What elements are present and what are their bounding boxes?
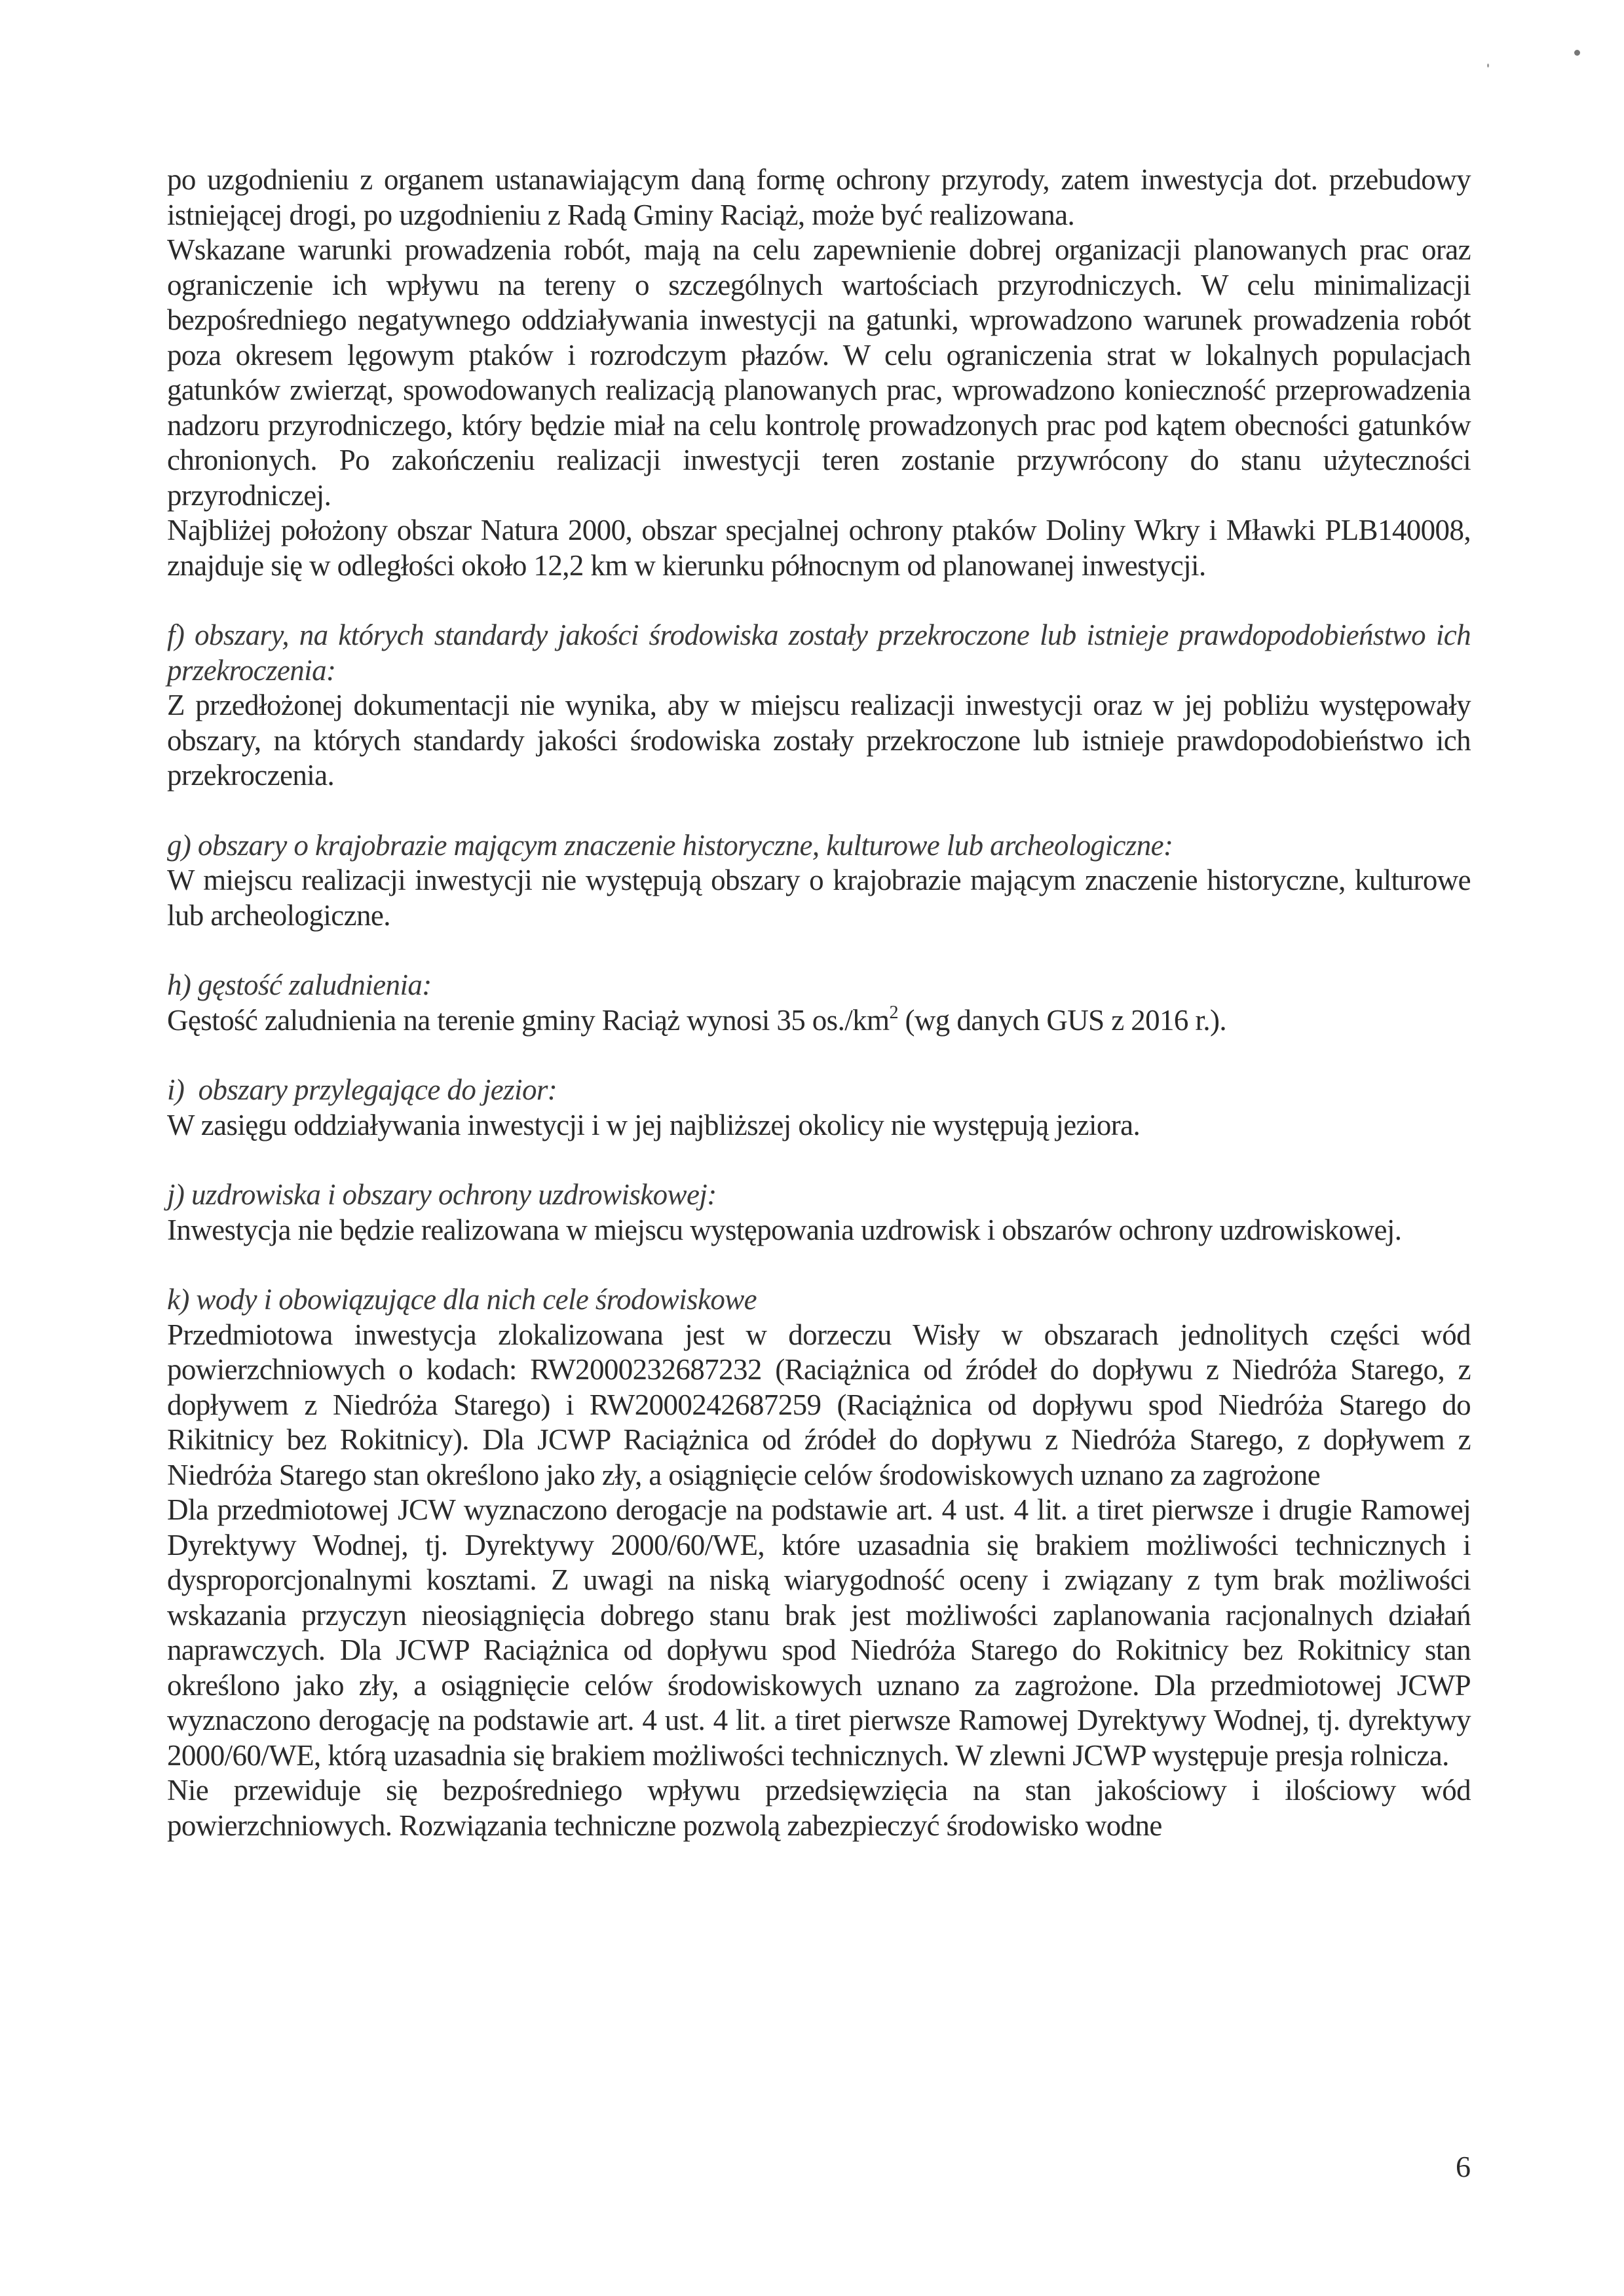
paragraph: Z przedłożonej dokumentacji nie wynika, aby w miejscu realizacji inwestycji oraz w jej pobliżu występowały obszary, na których standardy jakości środowiska zostały przekroczone lub istnieje prawdopodobieństwo ich przekroczenia. [167,689,1471,792]
scan-speck [1574,50,1580,56]
paragraph: Nie przewiduje się bezpośredniego wpływu przedsięwzięcia na stan jakościowy i ilościowy wód powierzchniowych. Rozwiązania techniczne pozwolą zabezpieczyć środowisko wodne [167,1774,1471,1842]
paragraph: W miejscu realizacji inwestycji nie występują obszary o krajobrazie mającym znaczenie historyczne, kulturowe lub archeologiczne. [167,864,1471,932]
paragraph: Najbliżej położony obszar Natura 2000, obszar specjalnej ochrony ptaków Doliny Wkry i Mławki PLB140008, znajduje się w odległości około 12,2 km w kierunku północnym od planowanej inwestycji. [167,514,1471,582]
section-heading-k: k) wody i obowiązujące dla nich cele środowiskowe [167,1283,757,1316]
section-gap [167,1038,1471,1073]
superscript: 2 [889,1002,898,1023]
paragraph: Dla przedmiotowej JCW wyznaczono derogacje na podstawie art. 4 ust. 4 lit. a tiret pierwsze i drugie Ramowej Dyrektywy Wodnej, tj. Dyrektywy 2000/60/WE, które uzasadnia się brakiem możliwości technicznych i dysproporcjonalnymi kosztami. Z uwagi na niską wiarygodność oceny i związany z tym brak możliwości wskazania przyczyn nieosiągnięcia dobrego stanu brak jest możliwości zaplanowania racjonalnych działań naprawczych. Dla JCWP Raciążnica od dopływu spod Niedróża Starego do Rokitnicy bez Rokitnicy stan określono jako zły, a osiągnięcie celów środowiskowych uznano za zagrożone. Dla przedmiotowej JCWP wyznaczono derogację na podstawie art. 4 ust. 4 lit. a tiret pierwsze Ramowej Dyrektywy Wodnej, tj. dyrektywy 2000/60/WE, którą uzasadnia się brakiem możliwości technicznych. W zlewni JCWP występuje presja rolnicza. [167,1493,1471,1772]
section-gap [167,1143,1471,1177]
paragraph: po uzgodnieniu z organem ustanawiającym daną formę ochrony przyrody, zatem inwestycja dot. przebudowy istniejącej drogi, po uzgodnieniu z Radą Gminy Raciąż, może być realizowana. [167,163,1471,231]
section-heading-f: f) obszary, na których standardy jakości środowiska zostały przekroczone lub istnieje prawdopodobieństwo ich przekroczenia: [167,619,1471,687]
density-text: Gęstość zaludnienia na terenie gminy Raciąż wynosi 35 os./km [167,1003,890,1037]
section-gap [167,794,1471,828]
section-heading-h: h) gęstość zaludnienia: [167,968,432,1001]
section-gap [167,1248,1471,1282]
page-number: 6 [1456,2150,1471,2183]
section-gap [167,933,1471,968]
section-gap [167,583,1471,618]
paragraph: Przedmiotowa inwestycja zlokalizowana jest w dorzeczu Wisły w obszarach jednolitych części wód powierzchniowych o kodach: RW2000232687232 (Raciążnica od źródeł do dopływu z Niedróża Starego, z dopływem z Niedróża Starego) i RW2000242687259 (Raciążnica od dopływu spod Niedróża Starego do Rikitnicy bez Rokitnicy). Dla JCWP Raciążnica od źródeł do dopływu z Niedróża Starego, z dopływem z Niedróża Starego stan określono jako zły, a osiągnięcie celów środowiskowych uznano za zagrożone [167,1318,1471,1491]
density-source: (wg danych GUS z 2016 r.). [897,1003,1227,1037]
document-page [167,163,1471,1843]
paragraph: Wskazane warunki prowadzenia robót, mają na celu zapewnienie dobrej organizacji planowanych prac oraz ograniczenie ich wpływu na tereny o szczególnych wartościach przyrodniczych. W celu minimalizacji bezpośredniego negatywnego oddziaływania inwestycji na gatunki, wprowadzono warunek prowadzenia robót poza okresem lęgowym ptaków i rozrodczym płazów. W celu ograniczenia strat w lokalnych populacjach gatunków zwierząt, spowodowanych realizacją planowanych prac, wprowadzono konieczność przeprowadzenia nadzoru przyrodniczego, który będzie miał na celu kontrolę prowadzonych prac pod kątem obecności gatunków chronionych. Po zakończeniu realizacji inwestycji teren zostanie przywrócony do stanu użyteczności przyrodniczej. [167,233,1471,512]
section-heading-g: g) obszary o krajobrazie mającym znaczenie historyczne, kulturowe lub archeologiczne: [167,828,1173,862]
scan-speck [1487,64,1489,67]
section-heading-i: i) obszary przylegające do jezior: [167,1073,557,1106]
paragraph: W zasięgu oddziaływania inwestycji i w jej najbliższej okolicy nie występują jeziora. [167,1108,1141,1141]
paragraph: Inwestycja nie będzie realizowana w miejscu występowania uzdrowisk i obszarów ochrony uzdrowiskowej. [167,1213,1402,1246]
section-heading-j: j) uzdrowiska i obszary ochrony uzdrowiskowej: [167,1178,717,1211]
population-density-paragraph [167,1003,1471,1039]
